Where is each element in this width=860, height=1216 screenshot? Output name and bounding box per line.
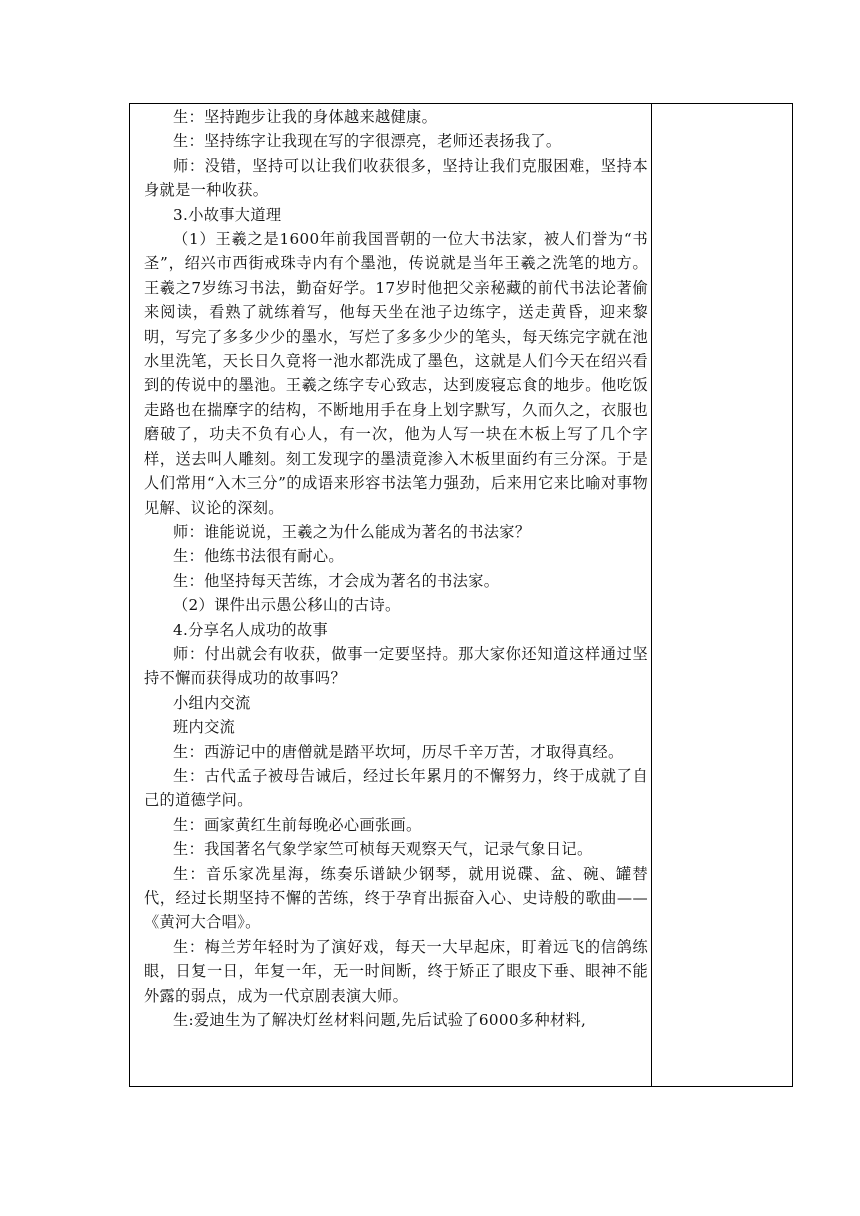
student-story-zhu-kezhen: 生：我国著名气象学家竺可桢每天观察天气，记录气象日记。 [173, 840, 593, 859]
teacher-question: 师：谁能说说，王羲之为什么能成为著名的书法家？ [173, 522, 531, 541]
section-heading-famous-stories: 4.分享名人成功的故事 [173, 620, 329, 639]
teaching-process-cell [144, 105, 648, 1085]
column-divider [651, 104, 652, 1086]
student-answer-running: 生：坚持跑步让我的身体越来越健康。 [173, 108, 438, 126]
lesson-plan-table [129, 103, 793, 1087]
section-heading-small-story: 3.小故事大道理 [173, 205, 282, 224]
student-story-painter: 生：画家黄红生前每晚必心画张画。 [173, 815, 422, 834]
notes-cell [653, 104, 793, 1086]
wang-xizhi-story: （1）王羲之是1600年前我国晋朝的一位大书法家，被人们誉为“书圣”，绍兴市西街戒珠寺内有个墨池，传说就是当年王羲之洗笔的地方。王羲之7岁练习书法，勤奋好学。17岁时他把父亲秘藏的前代书法论著偷来阅读，看熟了就练着写，他每天坐在池子边练字，送走黄昏，迎来黎明，写完了多多少少的墨水，写烂了多多少少的笔头，每天练完字就在池水里洗笔，天长日久竟将一池水都洗成了墨色，这就是人们今天在绍兴看到的传说中的墨池。王羲之练字专心致志，达到废寝忘食的地步。他吃饭走路也在揣摩字的结构，不断地用手在身上划字默写，久而久之，衣服也磨破了，功夫不负有心人，有一次，他为人写一块在木板上写了几个字样，送去叫人雕刻。刻工发现字的墨渍竟渗入木板里面约有三分深。于是人们常用“入木三分”的成语来形容书法笔力强劲，后来用它来比喻对事物见解、议论的深刻。 [144, 230, 648, 517]
student-answer-patience: 生：他练书法很有耐心。 [173, 547, 344, 566]
courseware-poem-note: （2）课件出示愚公移山的古诗。 [173, 596, 401, 615]
student-answer-practice: 生：他坚持每天苦练，才会成为著名的书法家。 [173, 571, 500, 590]
teacher-prompt: 师：付出就会有收获，做事一定要坚持。那大家你还知道这样通过坚持不懈而获得成功的故事吗？ [144, 644, 648, 688]
student-answer-calligraphy: 生：坚持练字让我现在写的字很漂亮，老师还表扬我了。 [173, 132, 562, 151]
group-discussion-label: 小组内交流 [173, 693, 251, 712]
student-story-tang-monk: 生：西游记中的唐僧就是踏平坎坷，历尽千辛万苦，才取得真经。 [173, 742, 624, 761]
student-story-edison: 生:爱迪生为了解决灯丝材料问题,先后试验了6000多种材料, [173, 1011, 587, 1030]
student-story-xian-xinghai: 生：音乐家冼星海，练奏乐谱缺少钢琴，就用说碟、盆、碗、罐替代，经过长期坚持不懈的苦练，终于孕育出振奋入心、史诗般的歌曲——《黄河大合唱》。 [144, 864, 648, 932]
student-story-mei-lanfang: 生：梅兰芳年轻时为了演好戏，每天一大早起床，盯着远飞的信鸽练眼，日复一日，年复一年，无一时间断，终于矫正了眼皮下垂、眼神不能外露的弱点，成为一代京剧表演大师。 [144, 937, 648, 1005]
teacher-summary: 师：没错，坚持可以让我们收获很多，坚持让我们克服困难，坚持本身就是一种收获。 [144, 156, 648, 200]
class-discussion-label: 班内交流 [173, 718, 236, 737]
student-story-mencius: 生：古代孟子被母告诫后，经过长年累月的不懈努力，终于成就了自己的道德学问。 [144, 766, 648, 810]
